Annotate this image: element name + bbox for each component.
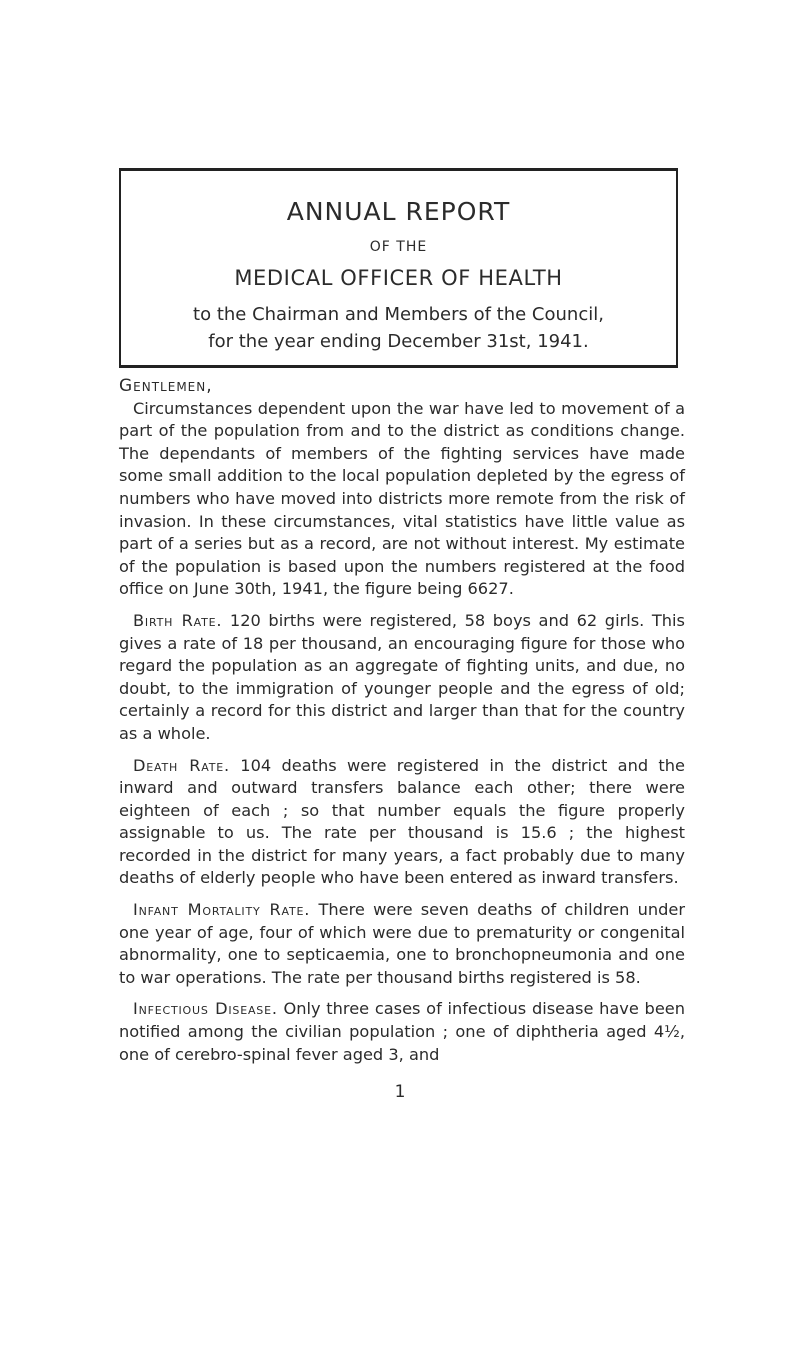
section-heading-infectious-disease: Infectious Disease. bbox=[133, 999, 278, 1019]
paragraph-death-rate bbox=[119, 755, 685, 891]
report-body bbox=[119, 375, 685, 1075]
paragraph-text: 120 births were registered, 58 boys and 62 girls. This gives a rate of 18 per thousand, an encouraging figure for those who regard the population as an aggregate of fighting units, and due, no doubt, to the immigration of younger people and the egress of old; certainly a record for this district and larger than that for the country as a whole. bbox=[119, 610, 685, 743]
paragraph-text: 104 deaths were registered in the district and the inward and outward transfers balance each other; there were eighteen of each ; so that number equals the figure properly assignable to us. The rate per thousand is 15.6 ; the highest recorded in the district for many years, a fact probably due to many deaths of elderly people who have been entered as inward transfers. bbox=[119, 755, 685, 888]
report-title-box bbox=[119, 168, 678, 368]
salutation: Gentlemen, bbox=[119, 376, 213, 396]
paragraph-infectious-disease bbox=[119, 998, 685, 1066]
report-title: ANNUAL REPORT bbox=[286, 197, 511, 226]
paragraph-infant-mortality bbox=[119, 899, 685, 989]
report-addressee-line: to the Chairman and Members of the Council, bbox=[193, 304, 604, 325]
paragraph-text: Only three cases of infectious disease have been notified among the civilian population ; one of diphtheria aged 4½, one of cerebro-spinal fever aged 3, and bbox=[119, 999, 685, 1064]
section-heading-infant-mortality: Infant Mortality Rate. bbox=[133, 900, 311, 920]
report-officer-title: MEDICAL OFFICER OF HEALTH bbox=[234, 266, 563, 290]
report-subtitle-of: OF THE bbox=[369, 239, 428, 255]
paragraph-text: There were seven deaths of children under one year of age, four of which were due to prematurity or congenital abnormality, one to septicaemia, one to bronchopneumonia and one to war operations. The rate per thousand births registered is 58. bbox=[119, 900, 685, 987]
page-number: 1 bbox=[394, 1082, 406, 1102]
paragraph-population bbox=[119, 398, 685, 601]
paragraph-text: Circumstances dependent upon the war have led to movement of a part of the population from and to the district as conditions change. The dependants of members of the fighting services have made some small addition to the local population depleted by the egress of numbers who have moved into districts more remote from the risk of invasion. In these circumstances, vital statistics have little value as part of a series but as a record, are not without interest. My estimate of the population is based upon the numbers registered at the food office on June 30th, 1941, the figure being 6627. bbox=[119, 398, 685, 599]
section-heading-death-rate: Death Rate. bbox=[133, 755, 230, 775]
paragraph-birth-rate bbox=[119, 610, 685, 746]
report-period-line: for the year ending December 31st, 1941. bbox=[208, 331, 589, 352]
section-heading-birth-rate: Birth Rate. bbox=[133, 610, 223, 630]
